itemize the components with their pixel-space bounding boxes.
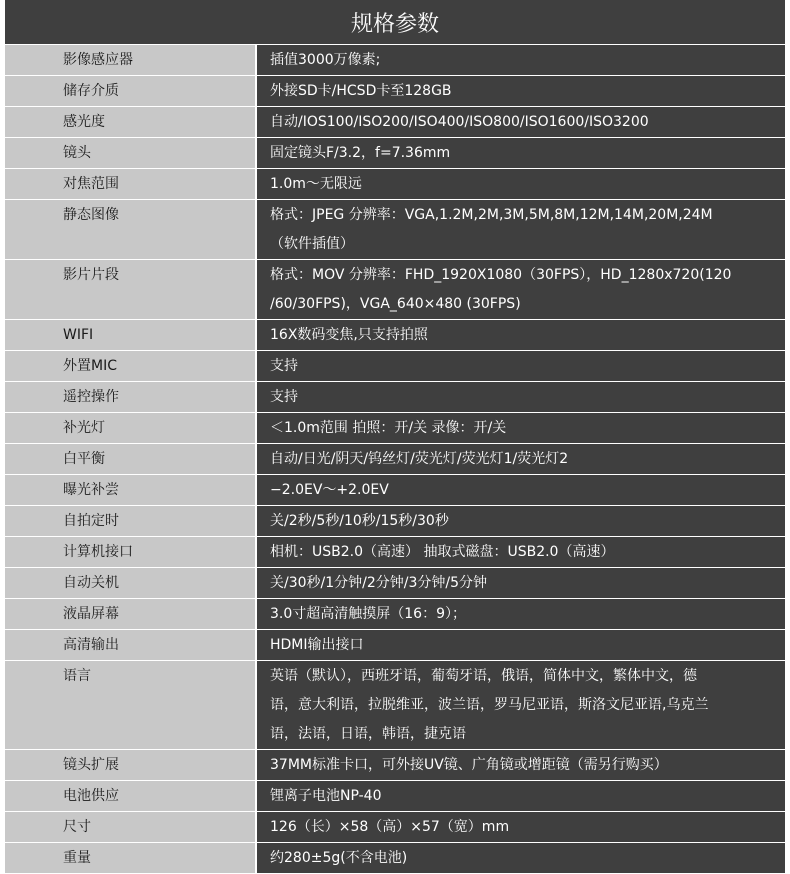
spec-value [256, 537, 785, 568]
spec-label: 感光度 [5, 107, 256, 138]
spec-value [256, 260, 785, 320]
spec-value [256, 812, 785, 843]
spec-value [256, 630, 785, 661]
spec-row [5, 661, 785, 750]
spec-value-line: 关/30秒/1分钟/2分钟/3分钟/5分钟 [270, 575, 488, 591]
spec-table-body [5, 45, 785, 874]
spec-row [5, 169, 785, 200]
spec-value-line: 插值3000万像素; [270, 52, 381, 68]
spec-row [5, 568, 785, 599]
spec-value-line: 固定镜头F/3.2，f=7.36mm [270, 145, 451, 161]
spec-label: WIFI [5, 320, 256, 351]
spec-row [5, 475, 785, 506]
spec-value [256, 200, 785, 260]
spec-value [256, 138, 785, 169]
spec-row [5, 138, 785, 169]
spec-row [5, 599, 785, 630]
spec-label: 镜头扩展 [5, 750, 256, 781]
spec-label: 外置MIC [5, 351, 256, 382]
spec-label: 重量 [5, 843, 256, 874]
spec-row [5, 260, 785, 320]
spec-label: 影片片段 [5, 260, 256, 320]
spec-label: 自动关机 [5, 568, 256, 599]
spec-label: 对焦范围 [5, 169, 256, 200]
spec-label: 尺寸 [5, 812, 256, 843]
spec-value [256, 320, 785, 351]
spec-value [256, 843, 785, 874]
spec-row [5, 812, 785, 843]
spec-row [5, 45, 785, 76]
spec-value-line: 16X数码变焦,只支持拍照 [270, 327, 428, 343]
spec-row [5, 630, 785, 661]
spec-label: 补光灯 [5, 413, 256, 444]
spec-value-line: −2.0EV～+2.0EV [270, 482, 389, 498]
spec-label: 自拍定时 [5, 506, 256, 537]
spec-label: 语言 [5, 661, 256, 750]
page-title: 规格参数 [5, 0, 785, 45]
spec-value-line: 3.0寸超高清触摸屏（16：9）； [270, 606, 466, 622]
spec-label: 曝光补尝 [5, 475, 256, 506]
spec-value-line: 外接SD卡/HCSD卡至128GB [270, 83, 452, 99]
spec-value-line: 格式：MOV 分辨率：FHD_1920X1080（30FPS），HD_1280x720(120 [270, 267, 732, 283]
spec-label: 镜头 [5, 138, 256, 169]
spec-value-line: /60/30FPS)，VGA_640×480 (30FPS) [270, 296, 521, 312]
spec-value-line: ＜1.0m范围 拍照：开/关 录像：开/关 [270, 420, 507, 436]
spec-label: 液晶屏幕 [5, 599, 256, 630]
spec-label: 遥控操作 [5, 382, 256, 413]
spec-value-line: 37MM标准卡口，可外接UV镜、广角镜或增距镜（需另行购买） [270, 757, 668, 773]
spec-value-line: 关/2秒/5秒/10秒/15秒/30秒 [270, 513, 449, 529]
spec-value [256, 568, 785, 599]
spec-label: 影像感应器 [5, 45, 256, 76]
spec-value-line: 1.0m～无限远 [270, 176, 362, 192]
spec-row [5, 107, 785, 138]
spec-value-line: HDMI输出接口 [270, 637, 364, 653]
spec-row [5, 843, 785, 874]
spec-value [256, 351, 785, 382]
spec-row [5, 750, 785, 781]
spec-label: 静态图像 [5, 200, 256, 260]
spec-table [5, 45, 785, 874]
spec-value [256, 76, 785, 107]
spec-value-line: 相机：USB2.0（高速） 抽取式磁盘：USB2.0（高速） [270, 544, 615, 560]
spec-label: 白平衡 [5, 444, 256, 475]
spec-value-line: 锂离子电池NP-40 [270, 788, 382, 804]
spec-value [256, 444, 785, 475]
spec-value-line: 格式：JPEG 分辨率：VGA,1.2M,2M,3M,5M,8M,12M,14M,20M,24M [270, 207, 713, 223]
spec-value-line: 英语（默认），西班牙语，葡萄牙语，俄语，简体中文，繁体中文，德 [270, 668, 697, 684]
spec-label: 储存介质 [5, 76, 256, 107]
spec-value-line: 自动/IOS100/ISO200/ISO400/ISO800/ISO1600/ISO3200 [270, 114, 649, 130]
spec-row [5, 76, 785, 107]
spec-row [5, 537, 785, 568]
spec-value-line: （软件插值） [270, 236, 354, 252]
spec-row [5, 382, 785, 413]
spec-value [256, 45, 785, 76]
spec-value [256, 661, 785, 750]
spec-value [256, 506, 785, 537]
spec-value [256, 382, 785, 413]
spec-row [5, 320, 785, 351]
spec-label: 电池供应 [5, 781, 256, 812]
spec-value [256, 750, 785, 781]
spec-value-line: 约280±5g(不含电池) [270, 850, 408, 866]
spec-value-line: 语，法语，日语，韩语，捷克语 [270, 726, 466, 742]
spec-value-line: 支持 [270, 358, 298, 374]
spec-row [5, 506, 785, 537]
spec-sheet [5, 0, 785, 866]
spec-value [256, 475, 785, 506]
spec-value [256, 781, 785, 812]
spec-value-line: 支持 [270, 389, 298, 405]
spec-value-line: 语，意大利语，拉脱维亚，波兰语，罗马尼亚语，斯洛文尼亚语,乌克兰 [270, 697, 709, 713]
spec-label: 计算机接口 [5, 537, 256, 568]
spec-value [256, 107, 785, 138]
spec-value-line: 自动/日光/阴天/钨丝灯/荧光灯/荧光灯1/荧光灯2 [270, 451, 569, 467]
spec-value [256, 169, 785, 200]
spec-value-line: 126（长）×58（高）×57（宽）mm [270, 819, 510, 835]
spec-row [5, 200, 785, 260]
spec-row [5, 413, 785, 444]
spec-row [5, 351, 785, 382]
spec-row [5, 444, 785, 475]
spec-value [256, 413, 785, 444]
spec-value [256, 599, 785, 630]
spec-label: 高清输出 [5, 630, 256, 661]
spec-row [5, 781, 785, 812]
